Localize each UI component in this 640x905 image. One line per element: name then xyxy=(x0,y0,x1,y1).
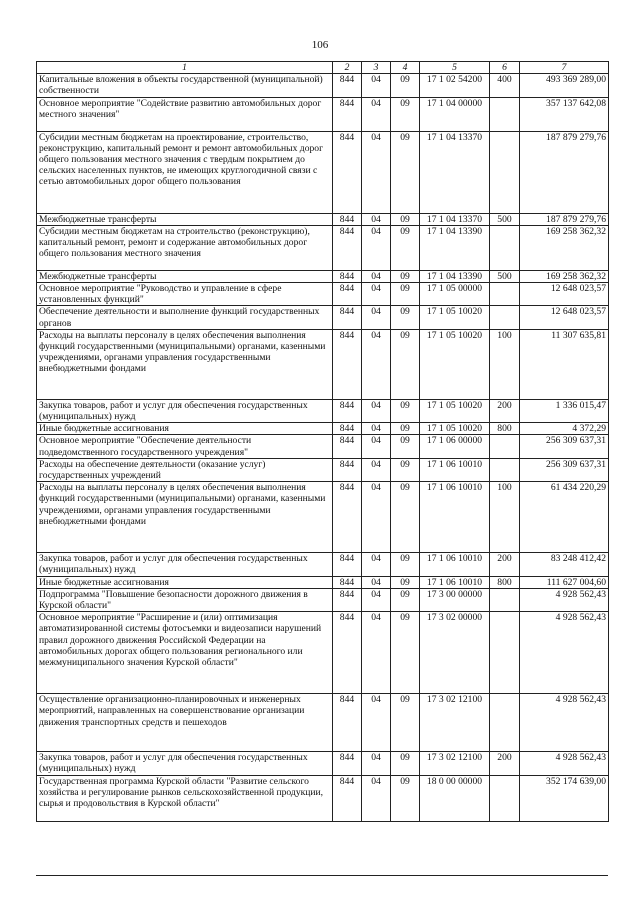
row-col-2: 844 xyxy=(333,752,362,775)
row-col-2: 844 xyxy=(333,306,362,329)
table-row xyxy=(37,694,609,752)
row-col-4: 09 xyxy=(391,588,420,611)
row-amount: 187 879 279,76 xyxy=(520,131,609,213)
row-col-5: 17 3 00 00000 xyxy=(420,588,490,611)
row-col-5: 17 1 06 10010 xyxy=(420,553,490,576)
header-col-1: 1 xyxy=(37,62,333,74)
row-amount: 256 309 637,31 xyxy=(520,435,609,458)
row-col-3: 04 xyxy=(362,283,391,306)
row-col-2: 844 xyxy=(333,283,362,306)
row-amount: 83 248 412,42 xyxy=(520,553,609,576)
row-col-3: 04 xyxy=(362,458,391,481)
row-col-2: 844 xyxy=(333,482,362,553)
table-row xyxy=(37,225,609,270)
row-name: Закупка товаров, работ и услуг для обеспечения государственных (муниципальных) нужд xyxy=(37,752,333,775)
row-col-3: 04 xyxy=(362,694,391,752)
row-col-4: 09 xyxy=(391,225,420,270)
row-col-3: 04 xyxy=(362,482,391,553)
row-name: Закупка товаров, работ и услуг для обеспечения государственных (муниципальных) нужд xyxy=(37,553,333,576)
row-col-4: 09 xyxy=(391,612,420,694)
table-row xyxy=(37,576,609,588)
row-name: Иные бюджетные ассигнования xyxy=(37,423,333,435)
row-name: Расходы на выплаты персоналу в целях обеспечения выполнения функций государственными (муниципальными) органами, казенными учреждениями, органами управления государственными внебюджетными фондами xyxy=(37,329,333,399)
row-col-2: 844 xyxy=(333,270,362,282)
row-col-6 xyxy=(490,435,520,458)
row-col-2: 844 xyxy=(333,329,362,399)
row-col-4: 09 xyxy=(391,694,420,752)
row-col-4: 09 xyxy=(391,306,420,329)
row-col-3: 04 xyxy=(362,225,391,270)
row-col-3: 04 xyxy=(362,612,391,694)
row-name: Обеспечение деятельности и выполнение функций государственных органов xyxy=(37,306,333,329)
row-col-5: 17 1 04 13390 xyxy=(420,225,490,270)
row-col-5: 17 3 02 00000 xyxy=(420,612,490,694)
row-col-5: 17 1 04 13370 xyxy=(420,213,490,225)
row-col-4: 09 xyxy=(391,329,420,399)
bottom-rule xyxy=(36,875,608,876)
row-col-6: 100 xyxy=(490,482,520,553)
row-amount: 12 648 023,57 xyxy=(520,306,609,329)
table-row xyxy=(37,435,609,458)
row-col-4: 09 xyxy=(391,482,420,553)
header-col-6: 6 xyxy=(490,62,520,74)
row-col-6 xyxy=(490,588,520,611)
row-col-6 xyxy=(490,612,520,694)
row-col-3: 04 xyxy=(362,752,391,775)
row-col-3: 04 xyxy=(362,553,391,576)
row-name: Основное мероприятие "Руководство и управление в сфере установленных функций" xyxy=(37,283,333,306)
row-col-4: 09 xyxy=(391,131,420,213)
row-amount: 357 137 642,08 xyxy=(520,97,609,131)
row-col-4: 09 xyxy=(391,458,420,481)
row-col-6 xyxy=(490,283,520,306)
row-name: Субсидии местным бюджетам на проектирование, строительство, реконструкцию, капитальный ремонт и ремонт автомобильных дорог общего пользования местного значения с твердым покрытием до сельских населенных пунктов, не имеющих круглогодичной связи с сетью автомобильных дорог общего пользования xyxy=(37,131,333,213)
row-name: Осуществление организационно-планировочных и инженерных мероприятий, направленных на совершенствование организации движения транспортных средств и пешеходов xyxy=(37,694,333,752)
page-number: 106 xyxy=(311,39,329,51)
row-col-6: 500 xyxy=(490,213,520,225)
row-amount: 61 434 220,29 xyxy=(520,482,609,553)
row-col-6: 200 xyxy=(490,399,520,422)
row-amount: 169 258 362,32 xyxy=(520,225,609,270)
row-amount: 4 928 562,43 xyxy=(520,694,609,752)
row-amount: 4 928 562,43 xyxy=(520,752,609,775)
row-name: Иные бюджетные ассигнования xyxy=(37,576,333,588)
row-col-2: 844 xyxy=(333,612,362,694)
row-col-5: 17 1 04 13390 xyxy=(420,270,490,282)
header-col-7: 7 xyxy=(520,62,609,74)
row-col-4: 09 xyxy=(391,576,420,588)
row-amount: 4 928 562,43 xyxy=(520,588,609,611)
row-col-2: 844 xyxy=(333,576,362,588)
row-col-5: 17 1 06 00000 xyxy=(420,435,490,458)
row-col-6: 800 xyxy=(490,423,520,435)
row-col-6 xyxy=(490,775,520,821)
table-row xyxy=(37,306,609,329)
table-row xyxy=(37,270,609,282)
row-col-5: 17 1 05 10020 xyxy=(420,399,490,422)
row-col-3: 04 xyxy=(362,576,391,588)
row-col-5: 17 1 04 00000 xyxy=(420,97,490,131)
row-col-6 xyxy=(490,131,520,213)
row-col-5: 17 1 04 13370 xyxy=(420,131,490,213)
row-col-3: 04 xyxy=(362,775,391,821)
row-amount: 111 627 004,60 xyxy=(520,576,609,588)
table-row xyxy=(37,74,609,97)
row-name: Расходы на выплаты персоналу в целях обеспечения выполнения функций государственными (муниципальными) органами, казенными учреждениями, органами управления государственными внебюджетными фондами xyxy=(37,482,333,553)
row-col-5: 17 1 06 10010 xyxy=(420,576,490,588)
header-col-4: 4 xyxy=(391,62,420,74)
row-amount: 4 928 562,43 xyxy=(520,612,609,694)
row-col-5: 17 1 05 10020 xyxy=(420,306,490,329)
header-row xyxy=(37,62,609,74)
row-col-3: 04 xyxy=(362,423,391,435)
row-col-4: 09 xyxy=(391,775,420,821)
row-col-4: 09 xyxy=(391,752,420,775)
row-amount: 493 369 289,00 xyxy=(520,74,609,97)
row-name: Основное мероприятие "Содействие развитию автомобильных дорог местного значения" xyxy=(37,97,333,131)
row-col-2: 844 xyxy=(333,131,362,213)
table-row xyxy=(37,213,609,225)
row-col-2: 844 xyxy=(333,74,362,97)
row-col-4: 09 xyxy=(391,270,420,282)
table-row xyxy=(37,482,609,553)
row-name: Капитальные вложения в объекты государственной (муниципальной) собственности xyxy=(37,74,333,97)
row-col-3: 04 xyxy=(362,74,391,97)
table-row xyxy=(37,458,609,481)
row-amount: 1 336 015,47 xyxy=(520,399,609,422)
table-row xyxy=(37,399,609,422)
row-name: Государственная программа Курской области "Развитие сельского хозяйства и регулирование рынков сельскохозяйственной продукции, сырья и продовольствия в Курской области" xyxy=(37,775,333,821)
table-row xyxy=(37,131,609,213)
row-name: Расходы на обеспечение деятельности (оказание услуг) государственных учреждений xyxy=(37,458,333,481)
row-col-5: 17 1 05 10020 xyxy=(420,423,490,435)
table-row xyxy=(37,423,609,435)
row-col-6 xyxy=(490,97,520,131)
row-name: Основное мероприятие "Обеспечение деятельности подведомственного государственного учреждения" xyxy=(37,435,333,458)
row-name: Межбюджетные трансферты xyxy=(37,270,333,282)
row-amount: 169 258 362,32 xyxy=(520,270,609,282)
row-col-5: 17 3 02 12100 xyxy=(420,752,490,775)
row-col-2: 844 xyxy=(333,553,362,576)
header-col-3: 3 xyxy=(362,62,391,74)
row-col-6: 800 xyxy=(490,576,520,588)
table-row xyxy=(37,775,609,821)
row-amount: 4 372,29 xyxy=(520,423,609,435)
row-col-6: 500 xyxy=(490,270,520,282)
row-col-2: 844 xyxy=(333,694,362,752)
table-row xyxy=(37,329,609,399)
row-col-2: 844 xyxy=(333,775,362,821)
row-col-4: 09 xyxy=(391,423,420,435)
row-col-2: 844 xyxy=(333,225,362,270)
row-col-6 xyxy=(490,225,520,270)
row-col-3: 04 xyxy=(362,588,391,611)
row-col-3: 04 xyxy=(362,306,391,329)
table-row xyxy=(37,97,609,131)
row-name: Основное мероприятие "Расширение и (или) оптимизация автоматизированной системы фотосъемки и видеозаписи нарушений правил дорожного движения Российской Федерации на автомобильных дорогах общего пользования регионального или межмуниципального значения Курской области" xyxy=(37,612,333,694)
row-col-2: 844 xyxy=(333,423,362,435)
row-col-4: 09 xyxy=(391,283,420,306)
table-row xyxy=(37,612,609,694)
row-name: Подпрограмма "Повышение безопасности дорожного движения в Курской области" xyxy=(37,588,333,611)
row-col-2: 844 xyxy=(333,458,362,481)
table-row xyxy=(37,283,609,306)
table-row xyxy=(37,752,609,775)
row-col-2: 844 xyxy=(333,435,362,458)
row-col-4: 09 xyxy=(391,399,420,422)
row-col-6: 200 xyxy=(490,752,520,775)
row-amount: 256 309 637,31 xyxy=(520,458,609,481)
row-col-3: 04 xyxy=(362,270,391,282)
row-name: Межбюджетные трансферты xyxy=(37,213,333,225)
row-col-2: 844 xyxy=(333,97,362,131)
row-col-5: 17 1 05 00000 xyxy=(420,283,490,306)
budget-table xyxy=(36,61,609,822)
row-amount: 12 648 023,57 xyxy=(520,283,609,306)
row-amount: 352 174 639,00 xyxy=(520,775,609,821)
row-col-2: 844 xyxy=(333,399,362,422)
row-col-3: 04 xyxy=(362,329,391,399)
row-col-4: 09 xyxy=(391,97,420,131)
row-col-4: 09 xyxy=(391,435,420,458)
header-col-5: 5 xyxy=(420,62,490,74)
row-col-5: 17 1 06 10010 xyxy=(420,482,490,553)
table-row xyxy=(37,553,609,576)
row-col-3: 04 xyxy=(362,435,391,458)
row-col-5: 17 1 05 10020 xyxy=(420,329,490,399)
header-col-2: 2 xyxy=(333,62,362,74)
row-col-2: 844 xyxy=(333,213,362,225)
row-col-6: 400 xyxy=(490,74,520,97)
row-col-6: 100 xyxy=(490,329,520,399)
row-name: Субсидии местным бюджетам на строительство (реконструкцию), капитальный ремонт, ремонт и содержание автомобильных дорог общего пользования местного значения xyxy=(37,225,333,270)
table-row xyxy=(37,588,609,611)
row-col-6: 200 xyxy=(490,553,520,576)
row-col-6 xyxy=(490,306,520,329)
row-col-4: 09 xyxy=(391,553,420,576)
row-col-3: 04 xyxy=(362,399,391,422)
row-col-4: 09 xyxy=(391,213,420,225)
row-col-5: 18 0 00 00000 xyxy=(420,775,490,821)
row-col-3: 04 xyxy=(362,131,391,213)
row-amount: 11 307 635,81 xyxy=(520,329,609,399)
row-col-4: 09 xyxy=(391,74,420,97)
row-amount: 187 879 279,76 xyxy=(520,213,609,225)
row-col-6 xyxy=(490,694,520,752)
row-col-5: 17 1 06 10010 xyxy=(420,458,490,481)
row-col-6 xyxy=(490,458,520,481)
row-name: Закупка товаров, работ и услуг для обеспечения государственных (муниципальных) нужд xyxy=(37,399,333,422)
table-body xyxy=(37,74,609,821)
row-col-3: 04 xyxy=(362,213,391,225)
row-col-5: 17 3 02 12100 xyxy=(420,694,490,752)
row-col-3: 04 xyxy=(362,97,391,131)
row-col-2: 844 xyxy=(333,588,362,611)
row-col-5: 17 1 02 54200 xyxy=(420,74,490,97)
